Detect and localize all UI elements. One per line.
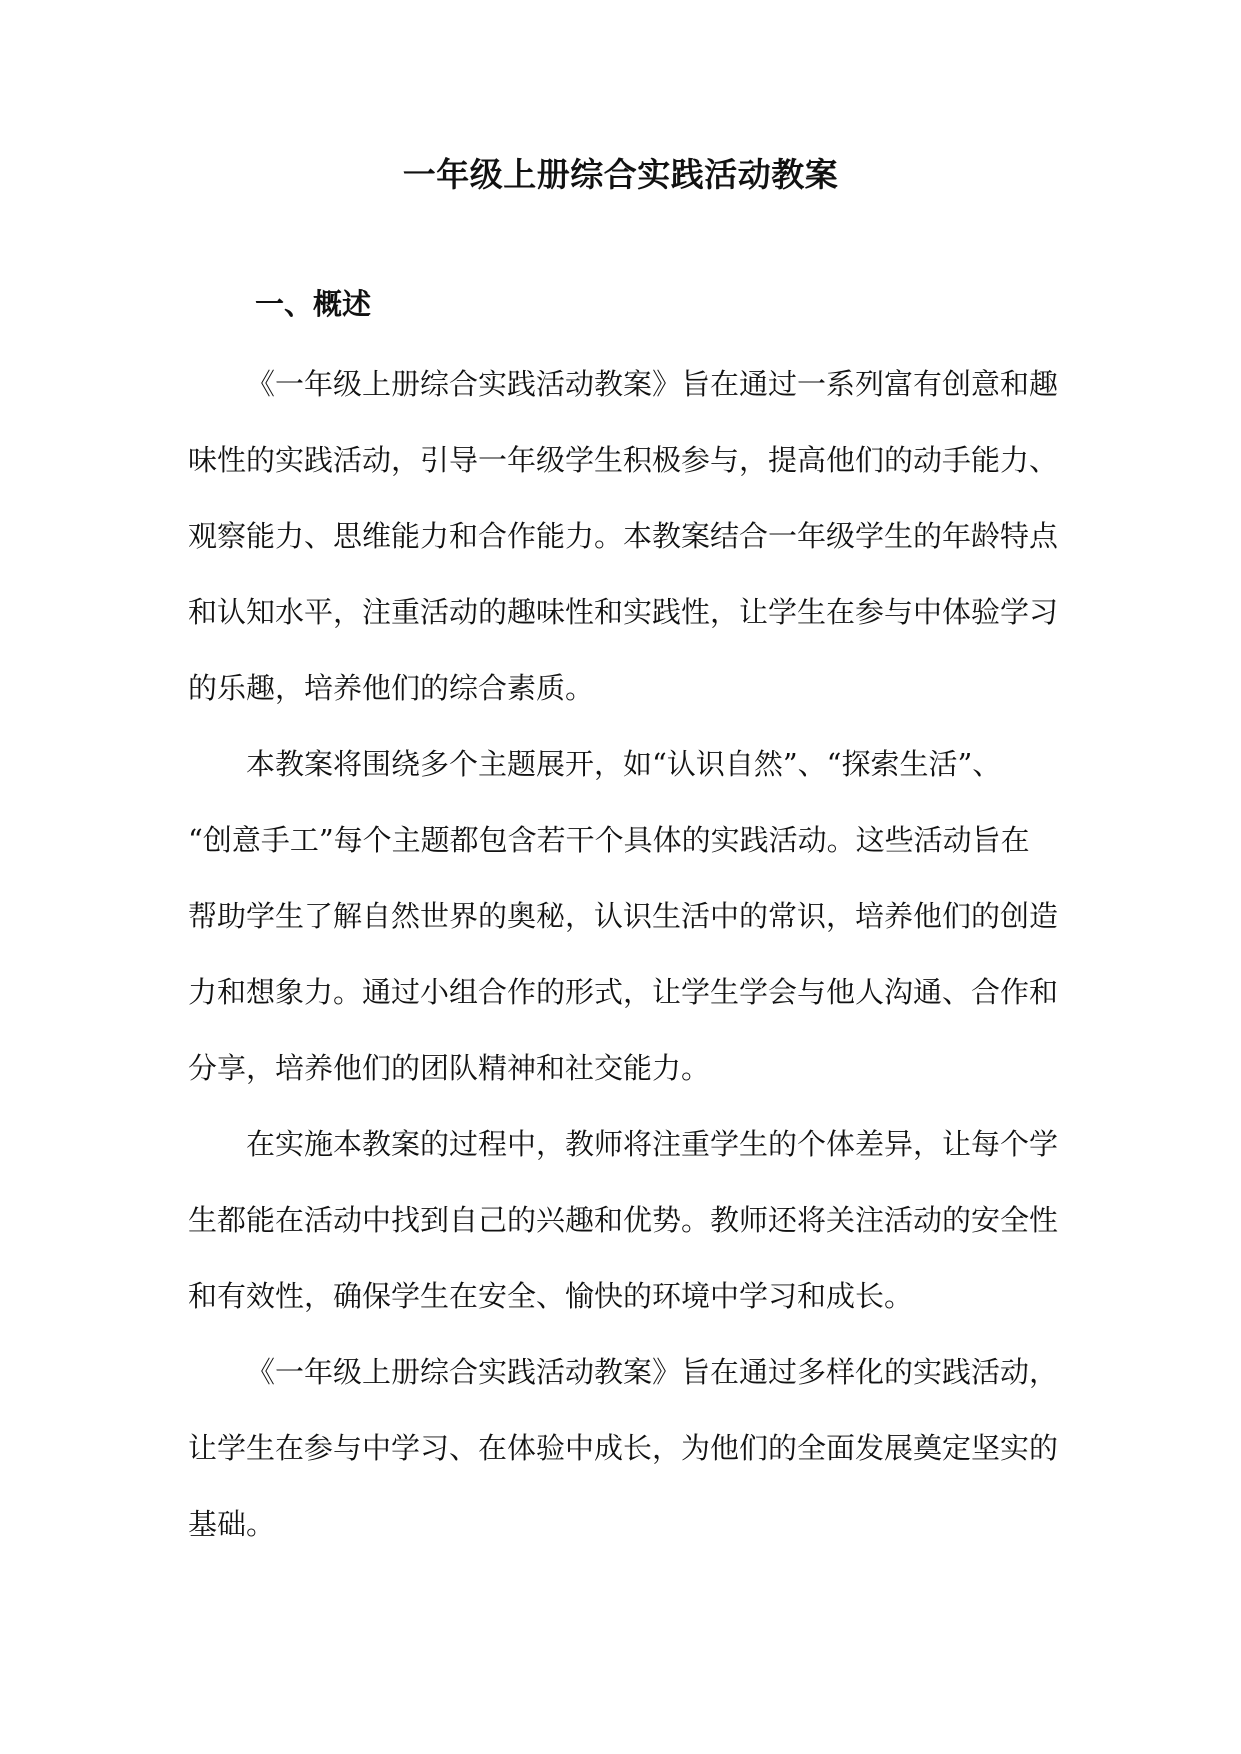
paragraph-line: 《一年级上册综合实践活动教案》旨在通过多样化的实践活动， [246, 1355, 1059, 1389]
paragraph-line: 力和想象力。通过小组合作的形式，让学生学会与他人沟通、合作和 [188, 975, 1059, 1009]
paragraph-line: 本教案将围绕多个主题展开，如“认识自然”、“探索生活”、 [246, 747, 1002, 781]
paragraph-line: 《一年级上册综合实践活动教案》旨在通过一系列富有创意和趣 [246, 367, 1059, 401]
document-body [188, 362, 1059, 1578]
paragraph-line: 的乐趣，培养他们的综合素质。 [188, 671, 595, 705]
paragraph-line: 生都能在活动中找到自己的兴趣和优势。教师还将关注活动的安全性 [188, 1203, 1059, 1237]
paragraph-line: 分享，培养他们的团队精神和社交能力。 [188, 1051, 711, 1085]
paragraph-line: 帮助学生了解自然世界的奥秘，认识生活中的常识，培养他们的创造 [188, 899, 1059, 933]
paragraph-line: 基础。 [188, 1507, 276, 1541]
paragraph-line: 味性的实践活动，引导一年级学生积极参与，提高他们的动手能力、 [188, 443, 1059, 477]
paragraph-line: 在实施本教案的过程中，教师将注重学生的个体差异，让每个学 [246, 1127, 1059, 1161]
paragraph-line: 和有效性，确保学生在安全、愉快的环境中学习和成长。 [188, 1279, 914, 1313]
paragraph-line: “创意手工”每个主题都包含若干个具体的实践活动。这些活动旨在 [188, 823, 1030, 857]
section-heading: 一、概述 [255, 287, 372, 321]
document-title: 一年级上册综合实践活动教案 [402, 155, 839, 194]
paragraph-line: 观察能力、思维能力和合作能力。本教案结合一年级学生的年龄特点 [188, 519, 1059, 553]
paragraph-line: 和认知水平，注重活动的趣味性和实践性，让学生在参与中体验学习 [188, 595, 1059, 629]
paragraph-line: 让学生在参与中学习、在体验中成长，为他们的全面发展奠定坚实的 [188, 1431, 1059, 1465]
